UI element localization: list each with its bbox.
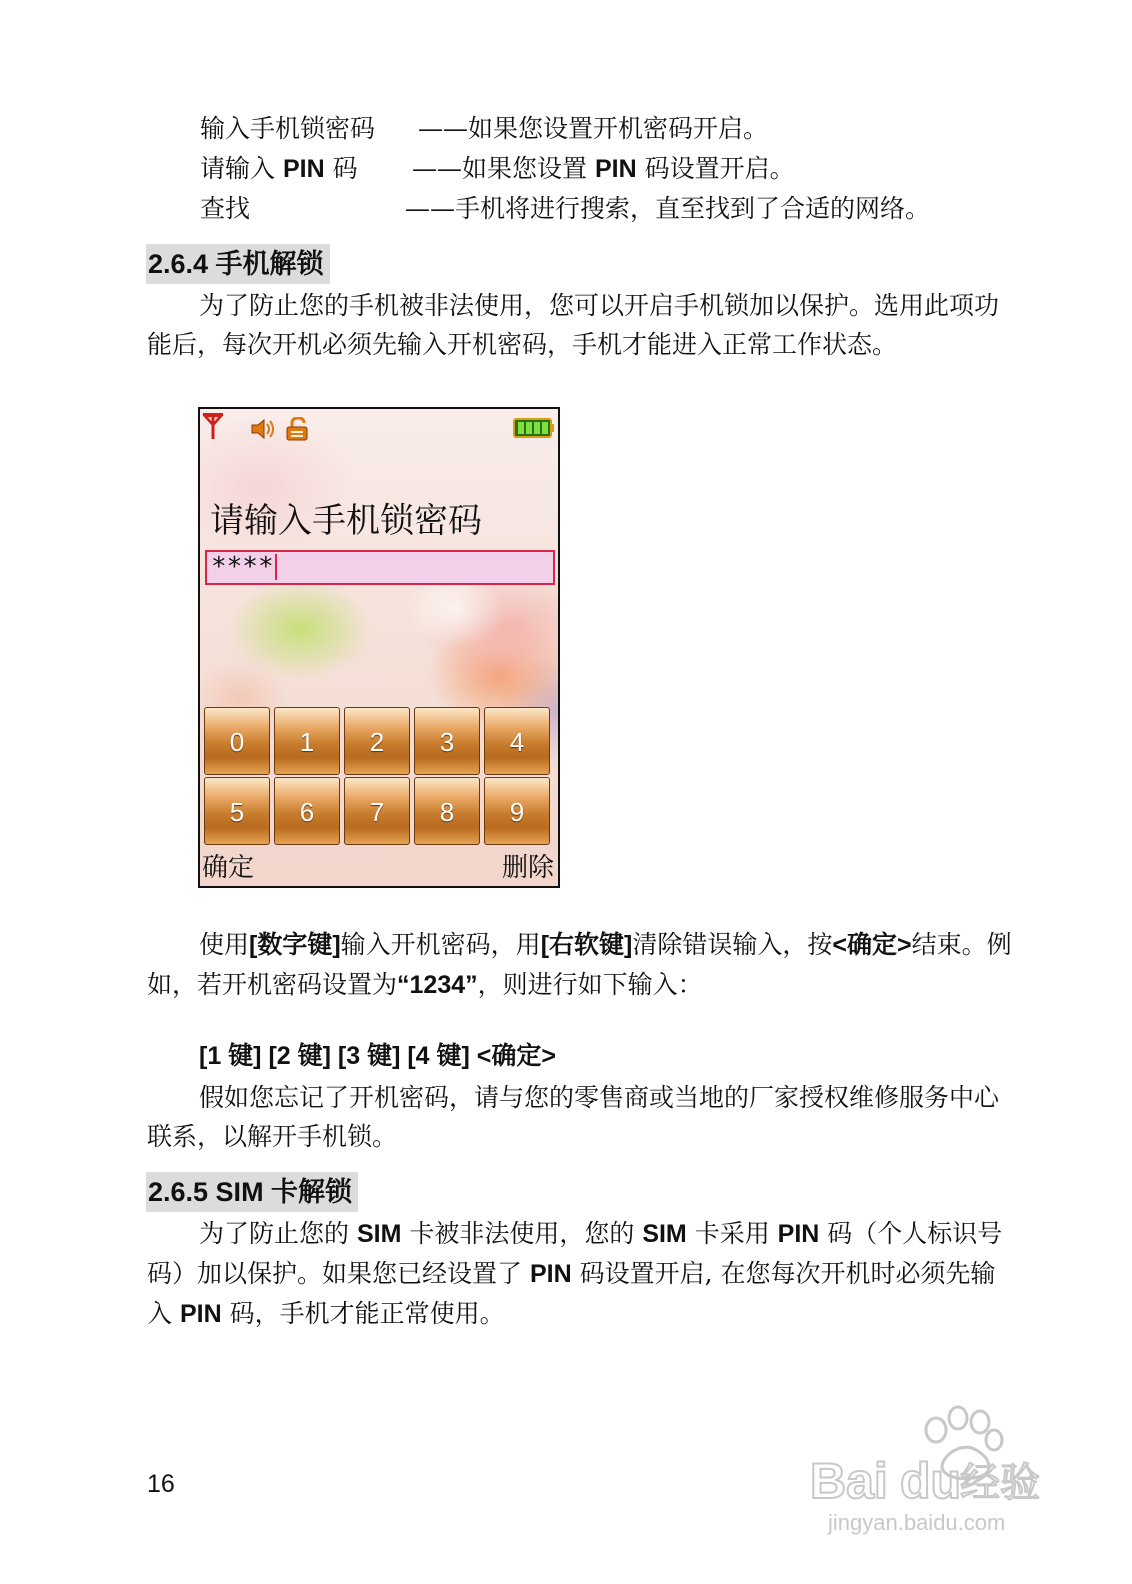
usage-text: 清除错误输入，按 xyxy=(632,930,833,959)
right-softkey-delete[interactable]: 删除 xyxy=(501,853,554,883)
signal-antenna-icon xyxy=(202,411,224,441)
key-9[interactable]: 9 xyxy=(484,777,550,845)
section-heading-264: 2.6.4 手机解锁 xyxy=(146,244,330,284)
usage-bold: [数字键] xyxy=(249,931,341,959)
intro-label-post: 码 xyxy=(324,154,358,183)
sim-text: 卡采用 xyxy=(686,1219,778,1248)
usage-text: 使用 xyxy=(199,930,250,959)
intro-label-pre: 请输入 xyxy=(200,154,283,183)
svg-text:du: du xyxy=(900,1453,962,1509)
usage-text: ，则进行如下输入： xyxy=(477,970,703,999)
key-6[interactable]: 6 xyxy=(274,777,340,845)
usage-bold: 1234 xyxy=(409,971,466,999)
battery-icon xyxy=(513,417,555,439)
password-value: **** xyxy=(211,552,274,582)
password-prompt: 请输入手机锁密码 xyxy=(210,501,482,541)
key-3[interactable]: 3 xyxy=(414,707,480,775)
intro-label: 查找 xyxy=(200,194,251,223)
intro-desc-2 xyxy=(412,154,795,184)
key-sequence: [1 键] [2 键] [3 键] [4 键] <确定> xyxy=(199,1042,556,1070)
left-softkey-confirm[interactable]: 确定 xyxy=(202,853,255,883)
sim-bold: PIN xyxy=(179,1300,222,1328)
forgot-paragraph: 假如您忘记了开机密码，请与您的零售商或当地的厂家授权维修服务中心联系，以解开手机锁。 xyxy=(147,1083,1000,1151)
section-heading-265: 2.6.5 SIM 卡解锁 xyxy=(146,1172,358,1212)
intro-desc: ——如果您设置开机密码开启。 xyxy=(418,114,769,143)
sim-text: 码设置开启, 在您每次开机时必须先输入 xyxy=(147,1259,996,1328)
key-4[interactable]: 4 xyxy=(484,707,550,775)
sim-bold: SIM xyxy=(642,1220,687,1248)
usage-quote: “ xyxy=(397,971,410,999)
intro-desc-3 xyxy=(405,194,930,224)
page-number: 16 xyxy=(147,1470,175,1498)
sim-text: 码（个人标识号码）加以保护。如果您已经设置了 xyxy=(147,1219,1003,1288)
lock-icon xyxy=(284,417,310,441)
usage-bold: [右软键] xyxy=(540,931,633,959)
key-7[interactable]: 7 xyxy=(344,777,410,845)
text-caret xyxy=(275,554,277,580)
section-264-paragraph: 为了防止您的手机被非法使用，您可以开启手机锁加以保护。选用此项功能后，每次开机必须先输入开机密码，手机才能进入正常工作状态。 xyxy=(147,291,1000,359)
status-bar xyxy=(200,409,558,445)
intro-label-bold: PIN xyxy=(282,155,325,183)
intro-row-3 xyxy=(200,194,250,224)
section-265-paragraph xyxy=(147,1214,1012,1334)
key-2[interactable]: 2 xyxy=(344,707,410,775)
sim-text: 为了防止您的 xyxy=(199,1219,357,1248)
intro-desc: ——手机将进行搜索，直至找到了合适的网络。 xyxy=(405,194,931,223)
sim-text: 卡被非法使用，您的 xyxy=(401,1219,643,1248)
usage-text: 结束。例如，若开机密码设置为 xyxy=(147,930,1012,999)
password-input[interactable] xyxy=(205,550,555,585)
intro-row-2 xyxy=(200,154,358,184)
key-1[interactable]: 1 xyxy=(274,707,340,775)
usage-quote: ” xyxy=(465,971,478,999)
key-8[interactable]: 8 xyxy=(414,777,480,845)
intro-desc-post: 码设置开启。 xyxy=(636,154,795,183)
phone-screenshot xyxy=(198,407,560,888)
sim-bold: PIN xyxy=(529,1260,572,1288)
key-0[interactable]: 0 xyxy=(204,707,270,775)
speaker-icon xyxy=(250,417,276,441)
svg-text:经验: 经验 xyxy=(960,1460,1040,1506)
intro-desc-1 xyxy=(418,114,768,144)
sim-text: 码，手机才能正常使用。 xyxy=(221,1299,505,1328)
key-5[interactable]: 5 xyxy=(204,777,270,845)
intro-row-1 xyxy=(200,114,375,144)
svg-text:jingyan.baidu.com: jingyan.baidu.com xyxy=(828,1510,1006,1535)
intro-desc-pre: ——如果您设置 xyxy=(412,154,595,183)
usage-text: 输入开机密码，用 xyxy=(340,930,541,959)
usage-paragraph xyxy=(147,925,1012,1005)
intro-desc-bold: PIN xyxy=(594,155,637,183)
baidu-jingyan-watermark xyxy=(808,1400,1048,1540)
svg-text:Bai: Bai xyxy=(810,1453,888,1509)
sim-bold: SIM xyxy=(356,1220,402,1248)
sim-bold: PIN xyxy=(777,1220,820,1248)
intro-label: 输入手机锁密码 xyxy=(200,114,376,143)
usage-bold: <确定> xyxy=(832,931,912,959)
